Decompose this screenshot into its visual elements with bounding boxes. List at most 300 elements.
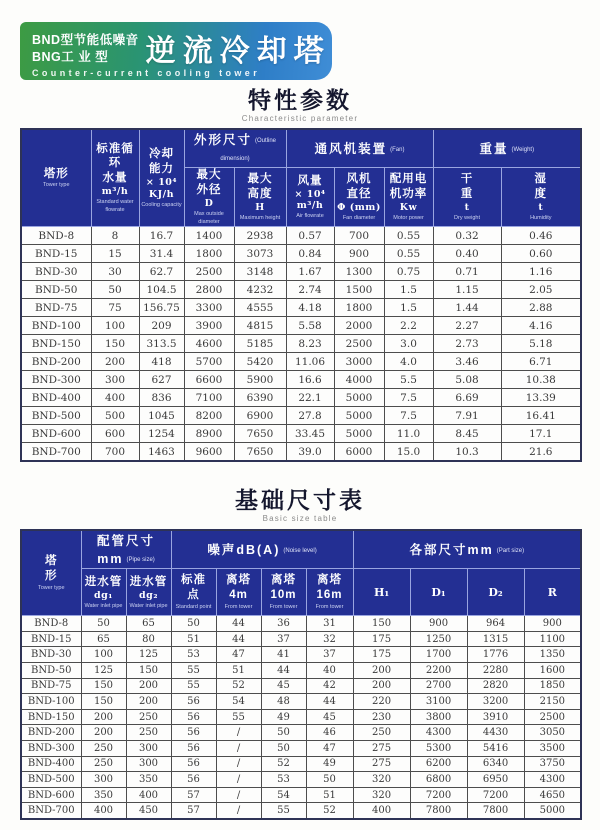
cell-value: 56 <box>171 772 216 788</box>
cell-value: 2800 <box>184 281 234 299</box>
cell-value: 1400 <box>184 227 234 245</box>
cell-value: 3.46 <box>433 353 501 371</box>
column-header-label: 能力 <box>149 163 174 176</box>
table-row <box>21 245 581 263</box>
tower-model: BND-100 <box>21 694 81 710</box>
cell-value: 6390 <box>234 389 286 407</box>
column-header <box>433 168 501 227</box>
column-header-unit: dg₁ <box>94 589 113 601</box>
column-header <box>286 168 334 227</box>
cell-value: 39.0 <box>286 443 334 462</box>
section2-heading <box>0 482 600 523</box>
column-header <box>216 569 261 616</box>
column-header-label: 干 <box>460 173 474 186</box>
tower-model: BND-8 <box>21 227 91 245</box>
cell-value: 4600 <box>184 335 234 353</box>
cell-value: 0.71 <box>433 263 501 281</box>
table-row <box>21 741 581 757</box>
cell-value: 275 <box>353 741 410 757</box>
section2-subtitle: Basic size table <box>262 514 338 524</box>
column-header-label: 塔 <box>45 555 58 568</box>
column-header-label: R <box>547 585 557 599</box>
cell-value: 30 <box>91 263 139 281</box>
section1-subtitle: Characteristic parameter <box>241 114 359 123</box>
column-header-label: 离塔 <box>271 574 297 587</box>
cell-value: 1463 <box>139 443 184 462</box>
table-row <box>21 787 581 803</box>
cell-value: 52 <box>261 756 306 772</box>
cell-value: 7100 <box>184 389 234 407</box>
cell-value: 33.45 <box>286 425 334 443</box>
table-row <box>21 263 581 281</box>
cell-value: 4.16 <box>501 317 581 335</box>
column-header-label: 进水管 <box>129 575 168 588</box>
cell-value: 150 <box>81 694 126 710</box>
cell-value: 1776 <box>467 647 524 663</box>
cell-value: 313.5 <box>139 335 184 353</box>
cell-value: 0.55 <box>384 227 433 245</box>
cell-value: 100 <box>91 317 139 335</box>
cell-value: 5.5 <box>384 371 433 389</box>
cell-value: 2.2 <box>384 317 433 335</box>
cell-value: 1350 <box>524 647 581 663</box>
column-header-unit: D <box>204 197 214 209</box>
cell-value: 3200 <box>467 694 524 710</box>
header-row <box>21 530 581 569</box>
cell-value: 50 <box>171 616 216 632</box>
cell-value: 1300 <box>334 263 384 281</box>
column-header-unit: × 10⁴ <box>145 177 178 189</box>
table-row <box>21 647 581 663</box>
column-header-english-label: Air flowrate <box>296 213 324 220</box>
badge-title: 逆流冷却塔 <box>145 35 331 68</box>
table-row <box>21 389 581 407</box>
cell-value: 21.6 <box>501 443 581 462</box>
cell-value: 32 <box>306 631 353 647</box>
table-row <box>21 425 581 443</box>
cell-value: 50 <box>261 741 306 757</box>
cell-value: 1100 <box>524 631 581 647</box>
cell-value: 1850 <box>524 678 581 694</box>
column-header <box>81 569 126 616</box>
column-header-unit: KJ/h <box>148 188 175 200</box>
cell-value: 48 <box>261 694 306 710</box>
cell-value: 200 <box>81 709 126 725</box>
cell-value: 1.44 <box>433 299 501 317</box>
cell-value: 1.15 <box>433 281 501 299</box>
group-header-english-label: (Fan) <box>390 147 405 153</box>
tower-model: BND-400 <box>21 389 91 407</box>
column-header-label: 点 <box>187 589 200 602</box>
cell-value: 55 <box>171 678 216 694</box>
column-header-english-label: Standard water flowrate <box>96 199 134 214</box>
cell-value: / <box>216 772 261 788</box>
table-row <box>21 803 581 819</box>
cell-value: 175 <box>353 631 410 647</box>
column-header-english-label: Humidity <box>530 214 552 221</box>
cell-value: 900 <box>524 616 581 632</box>
cell-value: 5.18 <box>501 335 581 353</box>
column-header <box>353 569 410 616</box>
cell-value: 6200 <box>410 756 467 772</box>
cell-value: 1315 <box>467 631 524 647</box>
cell-value: 2700 <box>410 678 467 694</box>
column-header <box>184 168 234 227</box>
cell-value: 250 <box>126 725 171 741</box>
cell-value: 31.4 <box>139 245 184 263</box>
group-header-label: 通风机装置 <box>314 142 388 156</box>
cell-value: 2.27 <box>433 317 501 335</box>
cell-value: 52 <box>216 678 261 694</box>
cell-value: 2500 <box>334 335 384 353</box>
cell-value: 2500 <box>524 709 581 725</box>
cell-value: 15 <box>91 245 139 263</box>
cell-value: 600 <box>91 425 139 443</box>
cell-value: 56 <box>171 741 216 757</box>
cell-value: 2820 <box>467 678 524 694</box>
cell-value: 45 <box>306 709 353 725</box>
cell-value: 44 <box>216 631 261 647</box>
cell-value: 0.60 <box>501 245 581 263</box>
cell-value: 50 <box>81 616 126 632</box>
cell-value: 47 <box>306 741 353 757</box>
column-header-label: 标准循环 <box>96 142 134 170</box>
cell-value: 104.5 <box>139 281 184 299</box>
column-header-label: 高度 <box>247 188 273 201</box>
table-row <box>21 678 581 694</box>
tower-model: BND-400 <box>21 756 81 772</box>
tower-model: BND-30 <box>21 263 91 281</box>
column-header-unit: t <box>464 202 470 213</box>
table-row <box>21 335 581 353</box>
cell-value: 0.32 <box>433 227 501 245</box>
group-header-label: 配管尺寸mm <box>97 534 156 567</box>
tower-model: BND-200 <box>21 725 81 741</box>
cell-value: 7650 <box>234 443 286 462</box>
cell-value: 42 <box>306 678 353 694</box>
cell-value: 3073 <box>234 245 286 263</box>
column-header-unit: dg₂ <box>139 589 158 601</box>
group-header-label: 各部尺寸mm <box>409 543 494 558</box>
cell-value: 275 <box>353 756 410 772</box>
table-row <box>21 709 581 725</box>
cell-value: 3800 <box>410 709 467 725</box>
tower-model: BND-15 <box>21 631 81 647</box>
tower-model: BND-200 <box>21 353 91 371</box>
cell-value: 150 <box>81 678 126 694</box>
cell-value: 9600 <box>184 443 234 462</box>
cell-value: 300 <box>126 756 171 772</box>
cell-value: 51 <box>216 663 261 679</box>
cell-value: 4430 <box>467 725 524 741</box>
cell-value: 44 <box>261 663 306 679</box>
cell-value: 230 <box>353 709 410 725</box>
cell-value: 209 <box>139 317 184 335</box>
tower-model: BND-75 <box>21 299 91 317</box>
cell-value: 0.55 <box>384 245 433 263</box>
cell-value: 1800 <box>184 245 234 263</box>
table-row <box>21 407 581 425</box>
cell-value: 44 <box>216 616 261 632</box>
group-header-english-label: (Pipe size) <box>126 557 155 564</box>
column-header-english-label: Tower type <box>42 182 70 189</box>
column-header-english-label: Standard point <box>175 604 212 611</box>
cell-value: 0.75 <box>384 263 433 281</box>
section2-title: 基础尺寸表 <box>235 487 365 514</box>
cell-value: 200 <box>81 725 126 741</box>
cell-value: 5900 <box>234 371 286 389</box>
cell-value: 1254 <box>139 425 184 443</box>
cell-value: 54 <box>216 694 261 710</box>
column-header-label: 16m <box>316 589 343 602</box>
cell-value: 47 <box>216 647 261 663</box>
column-header-english-label: From tower <box>224 604 253 611</box>
cell-value: 15.0 <box>384 443 433 462</box>
table-row <box>21 756 581 772</box>
cell-value: 7.5 <box>384 389 433 407</box>
column-header-unit: Φ (mm) <box>337 202 381 213</box>
column-header-english-label: From tower <box>269 604 298 611</box>
cell-value: 37 <box>306 647 353 663</box>
cell-value: 6600 <box>184 371 234 389</box>
column-header-label: 塔形 <box>43 167 69 180</box>
cell-value: 8200 <box>184 407 234 425</box>
cell-value: 41 <box>261 647 306 663</box>
column-header-label: 离塔 <box>317 574 343 587</box>
cell-value: 6800 <box>410 772 467 788</box>
cell-value: 49 <box>261 709 306 725</box>
cell-value: 6.69 <box>433 389 501 407</box>
cell-value: 400 <box>81 803 126 819</box>
cell-value: 52 <box>306 803 353 819</box>
cell-value: 1.5 <box>384 299 433 317</box>
column-header-label: 风量 <box>297 174 323 187</box>
column-header-label: 进水管 <box>84 575 123 588</box>
cell-value: 5.58 <box>286 317 334 335</box>
cell-value: 300 <box>81 772 126 788</box>
column-header-unit: m³/h <box>296 200 324 212</box>
group-header <box>433 129 581 168</box>
cell-value: 2.73 <box>433 335 501 353</box>
cell-value: 1250 <box>410 631 467 647</box>
cell-value: 44 <box>306 694 353 710</box>
column-header-english-label: Fan diameter <box>342 214 376 221</box>
cell-value: 100 <box>81 647 126 663</box>
cell-value: 3500 <box>524 741 581 757</box>
cell-value: 5000 <box>524 803 581 819</box>
cell-value: 5000 <box>334 425 384 443</box>
column-header-english-label: Dry weight <box>454 214 481 221</box>
cell-value: 56 <box>171 709 216 725</box>
table-row <box>21 227 581 245</box>
cell-value: 1.67 <box>286 263 334 281</box>
tower-model: BND-15 <box>21 245 91 263</box>
cell-value: 3000 <box>334 353 384 371</box>
column-header-label: 外径 <box>196 183 222 196</box>
cell-value: 0.40 <box>433 245 501 263</box>
column-header <box>126 569 171 616</box>
cell-value: 1.5 <box>384 281 433 299</box>
cell-value: 45 <box>261 678 306 694</box>
tower-model: BND-700 <box>21 803 81 819</box>
cell-value: 2.74 <box>286 281 334 299</box>
group-header-english-label: (Outline dimension) <box>220 138 277 162</box>
cell-value: 4.0 <box>384 353 433 371</box>
group-header <box>171 530 353 569</box>
column-header <box>171 569 216 616</box>
cell-value: 16.41 <box>501 407 581 425</box>
cell-value: 156.75 <box>139 299 184 317</box>
cell-value: 4815 <box>234 317 286 335</box>
cell-value: 900 <box>334 245 384 263</box>
cell-value: 5300 <box>410 741 467 757</box>
cell-value: 700 <box>91 443 139 462</box>
cell-value: 54 <box>261 787 306 803</box>
cell-value: / <box>216 741 261 757</box>
group-header-english-label: (Part size) <box>496 548 525 555</box>
column-header-english-label: Tower type <box>37 585 65 592</box>
cell-value: 36 <box>261 616 306 632</box>
cell-value: 16.7 <box>139 227 184 245</box>
cell-value: 6.71 <box>501 353 581 371</box>
cell-value: 22.1 <box>286 389 334 407</box>
cell-value: 7200 <box>410 787 467 803</box>
table-row <box>21 772 581 788</box>
cell-value: 7.5 <box>384 407 433 425</box>
cell-value: 400 <box>126 787 171 803</box>
column-header-english-label: Water inlet pipe <box>84 602 123 609</box>
cell-value: 5000 <box>334 407 384 425</box>
cell-value: 220 <box>353 694 410 710</box>
column-header-label: 4m <box>229 589 248 602</box>
cell-value: 49 <box>306 756 353 772</box>
cell-value: 10.3 <box>433 443 501 462</box>
cell-value: 7650 <box>234 425 286 443</box>
group-header-english-label: (Noise level) <box>283 548 317 555</box>
table-row <box>21 725 581 741</box>
tower-model: BND-50 <box>21 663 81 679</box>
cell-value: 350 <box>81 787 126 803</box>
cell-value: 80 <box>126 631 171 647</box>
column-header-unit: H <box>255 202 265 213</box>
cell-value: 5185 <box>234 335 286 353</box>
column-header <box>384 168 433 227</box>
column-header-label: H₁ <box>373 585 390 599</box>
column-header-english-label: Maximum height <box>239 214 281 221</box>
tower-model: BND-150 <box>21 335 91 353</box>
cell-value: 3050 <box>524 725 581 741</box>
column-header-unit: Kw <box>399 202 418 213</box>
cell-value: 250 <box>126 709 171 725</box>
cell-value: 627 <box>139 371 184 389</box>
cell-value: 51 <box>306 787 353 803</box>
cell-value: 6950 <box>467 772 524 788</box>
cell-value: 5420 <box>234 353 286 371</box>
badge-model-line1: BND型节能低噪音 <box>32 33 139 48</box>
group-header <box>81 530 171 569</box>
column-header-label: 机功率 <box>389 188 428 201</box>
table-row <box>21 317 581 335</box>
tower-model: BND-300 <box>21 371 91 389</box>
table-row <box>21 281 581 299</box>
cell-value: 964 <box>467 616 524 632</box>
group-header-label: 重量 <box>479 142 509 156</box>
column-header-label: 离塔 <box>226 574 252 587</box>
tower-model: BND-50 <box>21 281 91 299</box>
cell-value: 1045 <box>139 407 184 425</box>
cell-value: 175 <box>353 647 410 663</box>
cell-value: 31 <box>306 616 353 632</box>
column-header-label: 最大 <box>196 169 222 181</box>
header-row <box>21 129 581 168</box>
cell-value: 500 <box>91 407 139 425</box>
column-header <box>261 569 306 616</box>
cell-value: 4232 <box>234 281 286 299</box>
column-header-unit: m³/h <box>101 186 129 198</box>
cell-value: 3750 <box>524 756 581 772</box>
cell-value: 7800 <box>467 803 524 819</box>
cell-value: 4000 <box>334 371 384 389</box>
cell-value: 8900 <box>184 425 234 443</box>
cell-value: 11.0 <box>384 425 433 443</box>
cell-value: 200 <box>91 353 139 371</box>
cell-value: 40 <box>306 663 353 679</box>
tower-model: BND-8 <box>21 616 81 632</box>
column-header <box>410 569 467 616</box>
cell-value: 2000 <box>334 317 384 335</box>
tower-model: BND-500 <box>21 407 91 425</box>
cell-value: 2.05 <box>501 281 581 299</box>
cell-value: / <box>216 787 261 803</box>
cell-value: 8.45 <box>433 425 501 443</box>
cell-value: 13.39 <box>501 389 581 407</box>
column-header <box>524 569 581 616</box>
column-header-label: 冷却 <box>149 148 174 161</box>
cell-value: 3910 <box>467 709 524 725</box>
cell-value: 836 <box>139 389 184 407</box>
cell-value: 4300 <box>410 725 467 741</box>
tower-model: BND-300 <box>21 741 81 757</box>
cell-value: 4.18 <box>286 299 334 317</box>
column-header-label: 重 <box>460 188 474 201</box>
cell-value: 400 <box>353 803 410 819</box>
cell-value: 6900 <box>234 407 286 425</box>
cell-value: 5416 <box>467 741 524 757</box>
cell-value: 3.0 <box>384 335 433 353</box>
cell-value: 418 <box>139 353 184 371</box>
cell-value: 2280 <box>467 663 524 679</box>
cell-value: 3900 <box>184 317 234 335</box>
column-header-english-label: Water inlet pipe <box>129 602 168 609</box>
cell-value: 55 <box>216 709 261 725</box>
column-header-unit: t <box>538 202 544 213</box>
group-header <box>353 530 581 569</box>
badge-model-lines <box>32 32 139 66</box>
cell-value: 57 <box>171 787 216 803</box>
cell-value: 17.1 <box>501 425 581 443</box>
badge-subtitle: Counter-current cooling tower <box>32 68 261 78</box>
cell-value: 125 <box>81 663 126 679</box>
basic-size-table <box>20 529 582 820</box>
cell-value: 65 <box>126 616 171 632</box>
cell-value: 250 <box>353 725 410 741</box>
group-header-english-label: (Weight) <box>511 147 535 153</box>
cell-value: 8 <box>91 227 139 245</box>
cell-value: 125 <box>126 647 171 663</box>
column-header <box>21 129 91 227</box>
column-header-label: 10m <box>270 589 297 602</box>
cell-value: 300 <box>91 371 139 389</box>
